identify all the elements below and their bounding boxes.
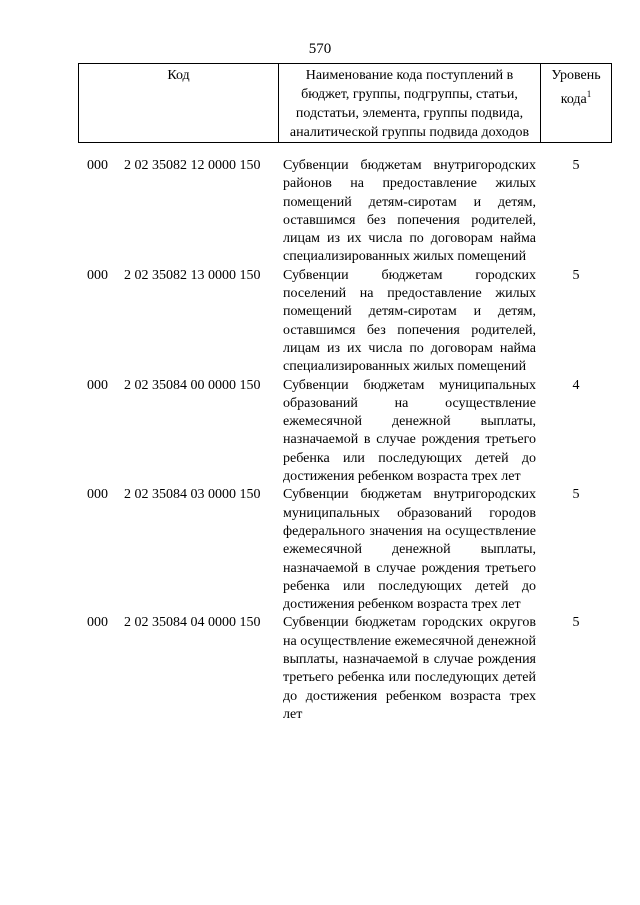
row-code: 2 02 35084 04 0000 150 [124,615,261,631]
table-row [0,486,640,614]
header-level-footnote: 1 [586,89,592,99]
header-level-suffix: а [580,92,587,107]
row-prefix: 000 [87,267,108,283]
table-header [78,63,612,143]
row-prefix: 000 [87,487,108,503]
row-name: Субвенции бюджетам городских округов на осуществление ежемесячной денежной выплаты, назначаемой в случае рождения третьего ребенка или последующих детей до достижения ребенком возраста трех лет [283,615,536,722]
row-level: 5 [572,615,580,631]
row-name: Субвенции бюджетам внутригородских муниципальных образований городов федерального значения на осуществление ежемесячной денежной выплаты, назначаемой в случае рождения третьего ребенка или последующих детей до достижения ребенком возраста трех лет [283,487,536,613]
row-name: Субвенции бюджетам внутригородских районов на предоставление жилых помещений детям-сиротам и детям, оставшимся без попечения родителей, лицам из их числа по договорам найма специализированных жилых помещений [283,158,536,265]
table-row [0,377,640,487]
row-code: 2 02 35082 12 0000 150 [124,158,261,173]
row-name: Субвенции бюджетам муниципальных образований на осуществление ежемесячной денежной выплаты, назначаемой в случае рождения третьего ребенка или последующих детей до достижения ребенком возраста трех лет [283,377,536,485]
table-row [0,157,640,267]
row-level: 5 [572,267,580,283]
row-prefix: 000 [87,377,108,393]
row-level: 5 [572,158,580,173]
page-number: 570 [308,41,332,57]
row-code: 2 02 35082 13 0000 150 [124,267,261,283]
row-prefix: 000 [87,615,108,631]
table-row [0,267,640,377]
table-row [0,614,640,724]
row-level: 4 [572,377,580,393]
header-level [541,64,612,143]
row-name: Субвенции бюджетам городских поселений на предоставление жилых помещений детям-сиротам и детям, оставшимся без попечения родителей, лицам из их числа по договорам найма специализированных жилых помещений [283,267,536,375]
header-name: Наименование кода поступлений в бюджет, группы, подгруппы, статьи, подстатьи, элемента, группы подвида, аналитической группы подвида доходов [279,64,541,143]
row-code: 2 02 35084 03 0000 150 [124,487,261,503]
header-level-text: Уровень код [551,68,601,107]
header-code: Код [79,64,279,143]
table-body [0,157,640,724]
row-prefix: 000 [87,158,108,173]
row-level: 5 [572,487,580,503]
row-code: 2 02 35084 00 0000 150 [124,377,261,393]
table-header-row [79,64,612,143]
